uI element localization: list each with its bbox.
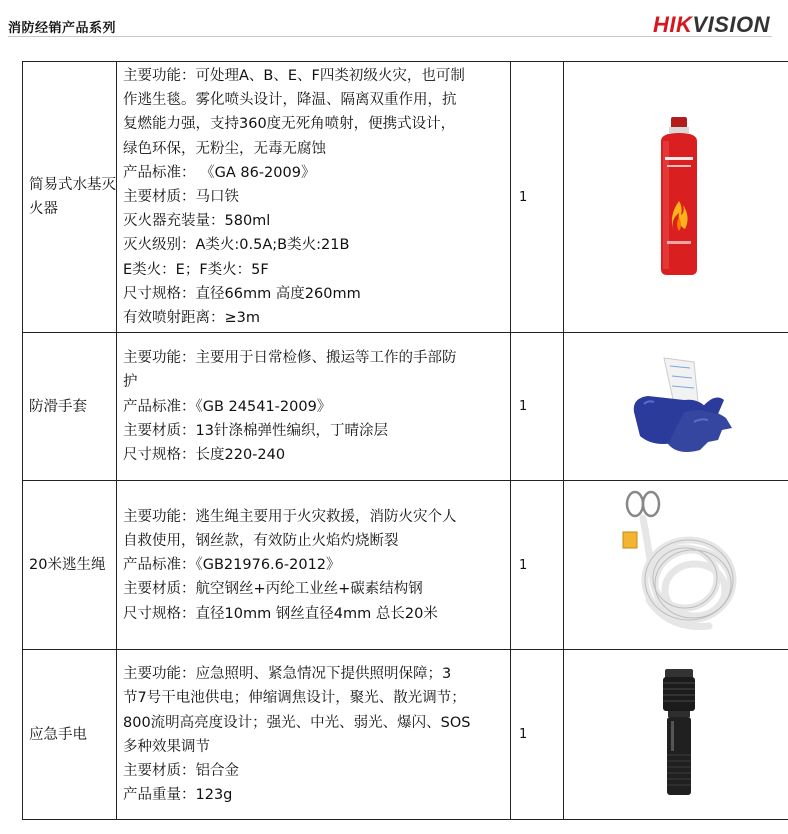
flashlight-icon: [564, 669, 788, 801]
page-header: [0, 0, 788, 40]
product-description: [117, 650, 511, 820]
hikvision-logo: HIKVISION: [653, 12, 770, 37]
product-description: [117, 333, 511, 481]
description-line: E类火：E；F类火：5F: [123, 261, 269, 278]
product-name: 防滑手套: [23, 333, 117, 481]
description-line: 主要材质：马口铁: [123, 189, 239, 206]
description-line: 节7号干电池供电；伸缩调焦设计，聚光、散光调节；: [123, 690, 466, 707]
description-line: 主要功能：应急照明、紧急情况下提供照明保障；3: [123, 666, 452, 683]
description-line: 自救使用，钢丝款，有效防止火焰灼烧断裂: [123, 532, 399, 549]
table-row: [23, 333, 788, 481]
product-image-cell: [564, 481, 788, 650]
table-row: [23, 481, 788, 650]
product-description: [117, 62, 511, 333]
description-line: 绿色环保，无粉尘，无毒无腐蚀: [123, 140, 326, 157]
product-description: [117, 481, 511, 650]
description-line: 主要功能：可处理A、B、E、F四类初级火灾，也可制: [123, 68, 465, 84]
description-line: 灭火级别：A类火:0.5A;B类火:21B: [123, 237, 350, 254]
description-line: 尺寸规格：长度220-240: [123, 447, 286, 464]
description-line: 产品标准： 《GA 86-2009》: [123, 164, 316, 181]
description-line: 多种效果调节: [123, 738, 210, 755]
product-quantity: 1: [511, 650, 564, 820]
escape-rope-icon: [564, 490, 788, 640]
page-title: 消防经销产品系列: [8, 21, 117, 36]
description-line: 护: [123, 374, 138, 391]
description-line: 有效喷射距离：≥3m: [123, 310, 260, 327]
description-line: 尺寸规格：直径10mm 钢丝直径4mm 总长20米: [123, 605, 438, 622]
product-quantity: 1: [511, 333, 564, 481]
description-line: 主要材质：铝合金: [123, 762, 239, 779]
gloves-icon: [564, 352, 788, 462]
product-image-cell: [564, 62, 788, 333]
product-quantity: 1: [511, 481, 564, 650]
product-image-cell: [564, 650, 788, 820]
description-line: 800流明高亮度设计；强光、中光、弱光、爆闪、SOS: [123, 714, 471, 731]
header-divider: [8, 36, 772, 37]
description-line: 复燃能力强，支持360度无死角喷射，便携式设计，: [123, 116, 456, 133]
description-line: 主要材质：13针涤棉弹性编织，丁晴涂层: [123, 422, 388, 439]
description-line: 主要材质：航空钢丝+丙纶工业丝+碳素结构钢: [123, 581, 423, 598]
description-line: 产品重量：123g: [123, 787, 233, 804]
description-line: 灭火器充装量：580ml: [123, 213, 271, 230]
description-line: 尺寸规格：直径66mm 高度260mm: [123, 285, 361, 302]
table-row: [23, 62, 788, 333]
description-line: 主要功能：逃生绳主要用于火灾救援，消防火灾个人: [123, 508, 457, 525]
fire-extinguisher-can-icon: [564, 117, 788, 277]
product-table: [22, 61, 788, 820]
description-line: 作逃生毯。雾化喷头设计，降温、隔离双重作用，抗: [123, 92, 457, 109]
product-name: 20米逃生绳: [23, 481, 117, 650]
table-row: [23, 650, 788, 820]
product-name: 应急手电: [23, 650, 117, 820]
product-quantity: 1: [511, 62, 564, 333]
product-image-cell: [564, 333, 788, 481]
product-name: 简易式水基灭火器: [23, 62, 117, 333]
description-line: 产品标准：《GB 24541-2009》: [123, 398, 332, 415]
description-line: 主要功能：主要用于日常检修、搬运等工作的手部防: [123, 350, 457, 367]
description-line: 产品标准：《GB21976.6-2012》: [123, 557, 341, 574]
